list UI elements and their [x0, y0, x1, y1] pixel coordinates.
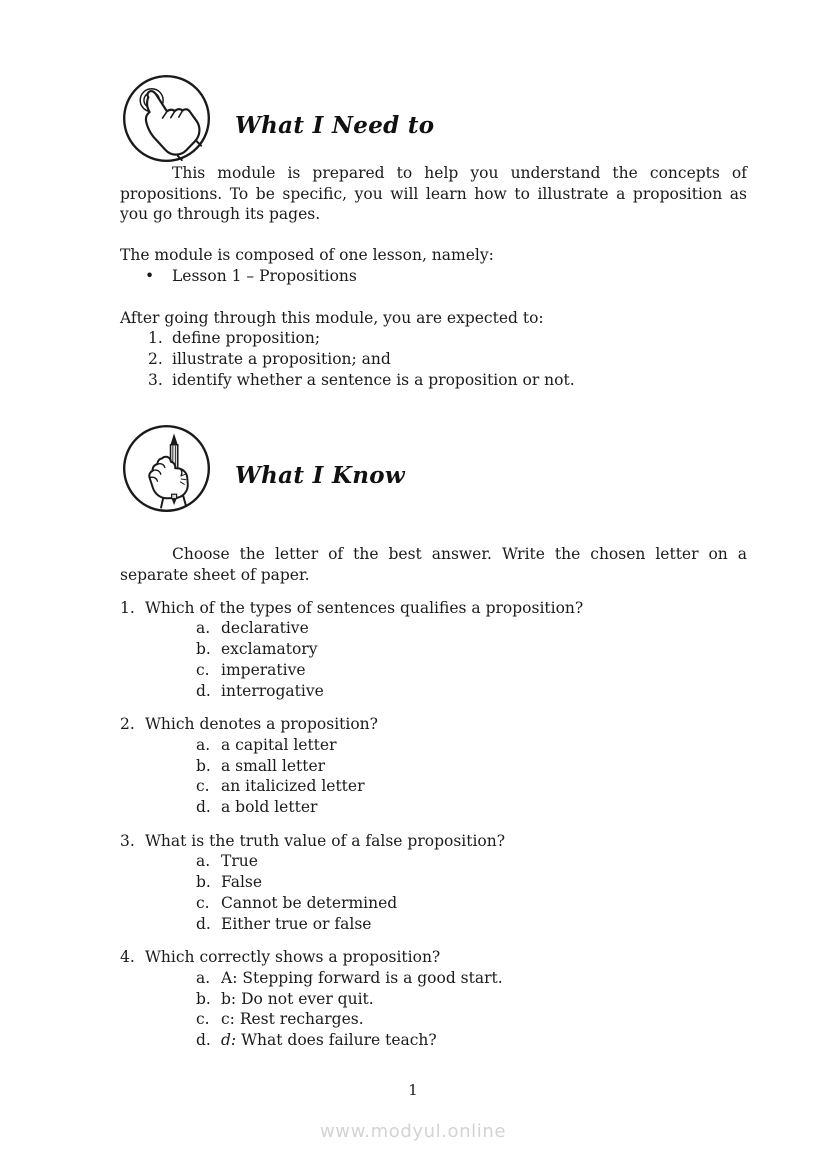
option-letter: b. [196, 989, 211, 1008]
objective-text: illustrate a proposition; and [172, 349, 391, 368]
question-text: Which of the types of sentences qualifies a proposition? [145, 598, 584, 617]
bullet-marker: • [145, 266, 155, 285]
option-text: a capital letter [221, 735, 337, 754]
option-letter: d. [196, 798, 211, 817]
option-letter: c. [196, 893, 210, 912]
lesson-label: Lesson 1 – Propositions [172, 266, 357, 285]
option-row [120, 618, 747, 639]
option-letter: c. [196, 660, 210, 679]
objective-number: 1. [148, 329, 163, 348]
option-row [120, 1030, 747, 1051]
lesson-bullet-item [120, 266, 747, 287]
option-text: A: Stepping forward is a good start. [221, 968, 503, 987]
question-line [120, 831, 747, 852]
option-text: c: Rest recharges. [221, 1010, 364, 1029]
option-row [120, 914, 747, 935]
option-letter: a. [196, 619, 211, 638]
option-text: declarative [221, 619, 309, 638]
option-row [120, 968, 747, 989]
option-row [120, 893, 747, 914]
question-text: Which denotes a proposition? [145, 715, 378, 734]
section-header-what-i-need-to [120, 74, 747, 163]
option-text: False [221, 873, 263, 892]
heading-what-i-know: What I Know [235, 462, 406, 490]
heading-what-i-need-to: What I Need to [235, 112, 435, 139]
option-letter: b. [196, 640, 211, 659]
option-letter: a. [196, 735, 211, 754]
question-3 [120, 831, 747, 935]
option-row [120, 756, 747, 777]
option-letter: c. [196, 1010, 210, 1029]
page-number: 1 [408, 1081, 418, 1099]
option-letter: a. [196, 968, 211, 987]
question-4 [120, 947, 747, 1051]
question-1 [120, 598, 747, 702]
option-letter: d. [196, 1031, 211, 1050]
option-row [120, 851, 747, 872]
question-line [120, 598, 747, 619]
option-row [120, 660, 747, 681]
option-row [120, 639, 747, 660]
question-line [120, 947, 747, 968]
question-2 [120, 714, 747, 818]
question-number: 2. [120, 715, 135, 734]
question-number: 4. [120, 948, 135, 967]
hand-writing-pencil-icon [122, 424, 211, 513]
objective-item [120, 349, 747, 370]
option-text: Either true or false [221, 914, 372, 933]
page-content [0, 74, 826, 1051]
hand-touch-icon [122, 74, 211, 163]
question-number: 1. [120, 598, 135, 617]
objective-item [120, 328, 747, 349]
option-text: d: What does failure teach? [221, 1031, 437, 1050]
objective-number: 2. [148, 349, 163, 368]
composed-line: The module is composed of one lesson, namely: [120, 246, 494, 265]
option-text: a small letter [221, 756, 326, 775]
option-row [120, 681, 747, 702]
option-text: Cannot be determined [221, 893, 398, 912]
objective-item [120, 370, 747, 391]
question-line [120, 714, 747, 735]
question-text: What is the truth value of a false proposition? [145, 831, 506, 850]
instructions-paragraph: Choose the letter of the best answer. Write the chosen letter on a separate sheet of paper. [120, 545, 747, 585]
option-letter: b. [196, 873, 211, 892]
option-row [120, 989, 747, 1010]
section-header-what-i-know [120, 424, 747, 513]
intro-paragraph: This module is prepared to help you understand the concepts of propositions. To be specific, you will learn how to illustrate a proposition as you go through its pages. [120, 164, 747, 224]
option-text: exclamatory [221, 640, 318, 659]
option-letter: a. [196, 852, 211, 871]
option-letter: b. [196, 756, 211, 775]
option-text: b: Do not ever quit. [221, 989, 374, 1008]
watermark-text: www.modyul.online [319, 1121, 507, 1142]
question-number: 3. [120, 831, 135, 850]
option-row [120, 1009, 747, 1030]
option-italic-prefix: d: [221, 1031, 237, 1050]
question-text: Which correctly shows a proposition? [145, 948, 441, 967]
option-letter: d. [196, 914, 211, 933]
option-text: True [221, 852, 258, 871]
objective-text: identify whether a sentence is a proposition or not. [172, 370, 575, 389]
objectives-intro-line: After going through this module, you are expected to: [120, 308, 544, 327]
option-text: an italicized letter [221, 777, 365, 796]
option-row [120, 776, 747, 797]
objective-number: 3. [148, 370, 163, 389]
objectives-list [120, 328, 747, 390]
objective-text: define proposition; [172, 329, 321, 348]
question-list [120, 598, 747, 1051]
option-text: imperative [221, 660, 306, 679]
option-text: a bold letter [221, 798, 318, 817]
option-letter: d. [196, 681, 211, 700]
option-row [120, 872, 747, 893]
option-row [120, 735, 747, 756]
option-row [120, 797, 747, 818]
option-text: interrogative [221, 681, 324, 700]
option-letter: c. [196, 777, 210, 796]
